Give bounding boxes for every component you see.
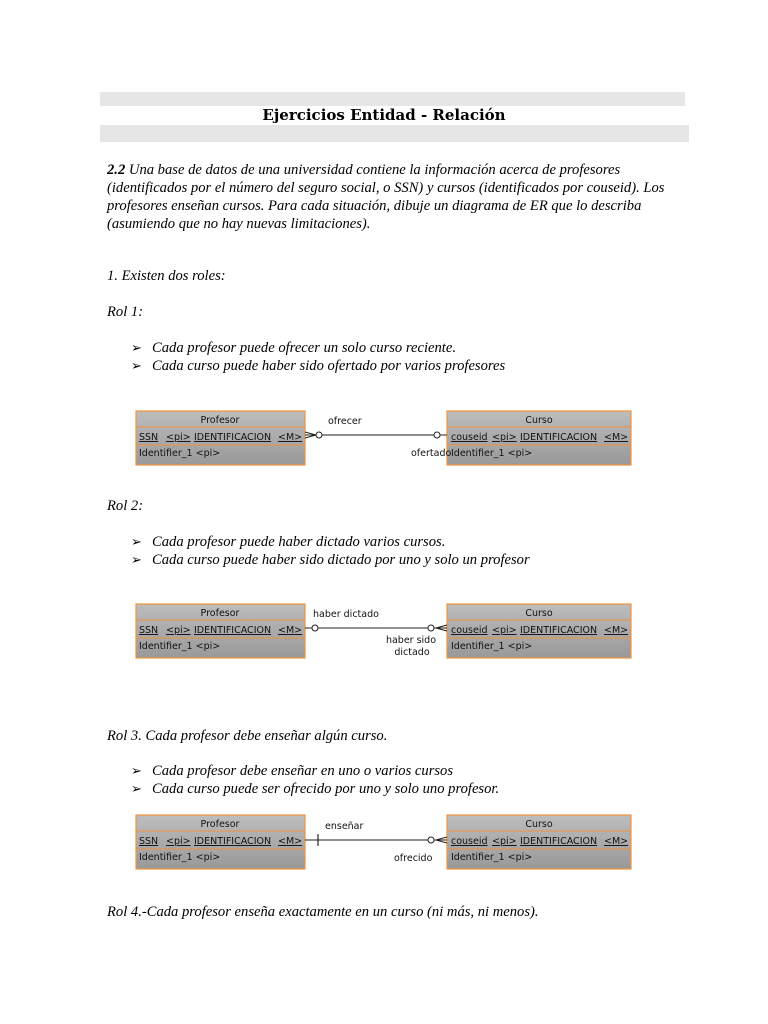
attr-mandatory: <M> — [604, 625, 629, 636]
identifier: Identifier_1 <pi> — [451, 448, 533, 459]
intro-paragraph — [107, 161, 667, 233]
role-label-1: haber dictado — [313, 609, 379, 620]
bullet-text: Cada profesor puede haber dictado varios cursos. — [152, 534, 446, 550]
entity-name: Curso — [525, 415, 553, 426]
rol1-bullet-1 — [131, 340, 456, 357]
attr-type: IDENTIFICACION — [194, 625, 272, 636]
identifier: Identifier_1 <pi> — [139, 448, 221, 459]
role-label-1: enseñar — [325, 821, 364, 832]
identifier: Identifier_1 <pi> — [139, 641, 221, 652]
rol3-bullet-1 — [131, 763, 453, 780]
attr-key: SSN — [139, 836, 159, 847]
bullet-text: Cada curso puede haber sido dictado por uno y solo un profesor — [152, 552, 530, 568]
rol4-heading: Rol 4.-Cada profesor enseña exactamente en un curso (ni más, ni menos). — [107, 904, 539, 920]
arrow-bullet-icon: ➢ — [131, 552, 142, 567]
attr-key: SSN — [139, 625, 159, 636]
header-band-top — [100, 92, 685, 106]
attr-pi: <pi> — [166, 432, 191, 443]
er-diagram-3 — [0, 809, 768, 879]
entity-name: Profesor — [200, 819, 240, 830]
entity-profesor — [136, 815, 305, 869]
rol2-bullet-2 — [131, 552, 530, 569]
entity-curso — [447, 815, 631, 869]
page-title: Ejercicios Entidad - Relación — [262, 106, 506, 124]
attr-key: SSN — [139, 432, 159, 443]
arrow-bullet-icon: ➢ — [131, 763, 142, 778]
attr-mandatory: <M> — [278, 432, 303, 443]
arrow-bullet-icon: ➢ — [131, 358, 142, 373]
bullet-text: Cada curso puede haber sido ofertado por varios profesores — [152, 358, 506, 374]
attr-mandatory: <M> — [278, 625, 303, 636]
intro-text: Una base de datos de una universidad contiene la información acerca de profesores (identificados por el número del seguro social, o SSN) y cursos (identificados por couseid). Los profesores enseñan cursos. Para cada situación, dibuje un diagrama de ER que lo describa (asumiendo que no hay nuevas limitaciones). — [107, 162, 665, 232]
attr-key: couseid — [451, 432, 488, 443]
rol1-bullet-2 — [131, 358, 505, 375]
attr-type: IDENTIFICACION — [194, 432, 272, 443]
rol3-bullet-2 — [131, 781, 499, 798]
attr-type: IDENTIFICACION — [194, 836, 272, 847]
rol3-heading: Rol 3. Cada profesor debe enseñar algún curso. — [107, 728, 388, 744]
attr-mandatory: <M> — [604, 432, 629, 443]
role-label-2-line1: haber sido — [385, 635, 437, 646]
identifier: Identifier_1 <pi> — [451, 641, 533, 652]
section-heading: 1. Existen dos roles: — [107, 268, 226, 284]
attr-key: couseid — [451, 625, 488, 636]
rol1-heading: Rol 1: — [107, 304, 144, 320]
attr-pi: <pi> — [492, 836, 517, 847]
relationship-line — [305, 432, 447, 438]
relationship-line — [305, 834, 447, 846]
relationship-line — [305, 625, 447, 631]
attr-pi: <pi> — [166, 625, 191, 636]
role-label-2: ofertado — [411, 448, 452, 459]
attr-pi: <pi> — [492, 432, 517, 443]
attr-key: couseid — [451, 836, 488, 847]
header-band-bottom — [100, 125, 689, 142]
entity-curso — [447, 604, 631, 658]
arrow-bullet-icon: ➢ — [131, 781, 142, 796]
entity-name: Curso — [525, 608, 553, 619]
entity-profesor — [136, 411, 305, 465]
attr-mandatory: <M> — [604, 836, 629, 847]
rol2-bullet-1 — [131, 534, 445, 551]
arrow-bullet-icon: ➢ — [131, 340, 142, 355]
attr-type: IDENTIFICACION — [520, 625, 598, 636]
arrow-bullet-icon: ➢ — [131, 534, 142, 549]
entity-curso — [447, 411, 631, 465]
role-label-2: ofrecido — [394, 853, 433, 864]
exercise-number: 2.2 — [107, 162, 126, 178]
attr-pi: <pi> — [166, 836, 191, 847]
identifier: Identifier_1 <pi> — [451, 852, 533, 863]
entity-profesor — [136, 604, 305, 658]
role-label-2-line2: dictado — [394, 647, 430, 658]
bullet-text: Cada curso puede ser ofrecido por uno y solo uno profesor. — [152, 781, 500, 797]
entity-name: Curso — [525, 819, 553, 830]
bullet-text: Cada profesor puede ofrecer un solo curso reciente. — [152, 340, 456, 356]
attr-pi: <pi> — [492, 625, 517, 636]
rol2-heading: Rol 2: — [107, 498, 144, 514]
bullet-text: Cada profesor debe enseñar en uno o varios cursos — [152, 763, 454, 779]
attr-mandatory: <M> — [278, 836, 303, 847]
entity-name: Profesor — [200, 415, 240, 426]
attr-type: IDENTIFICACION — [520, 836, 598, 847]
er-diagram-2 — [0, 598, 768, 668]
role-label-1: ofrecer — [328, 416, 362, 427]
identifier: Identifier_1 <pi> — [139, 852, 221, 863]
entity-name: Profesor — [200, 608, 240, 619]
attr-type: IDENTIFICACION — [520, 432, 598, 443]
er-diagram-1 — [0, 405, 768, 475]
